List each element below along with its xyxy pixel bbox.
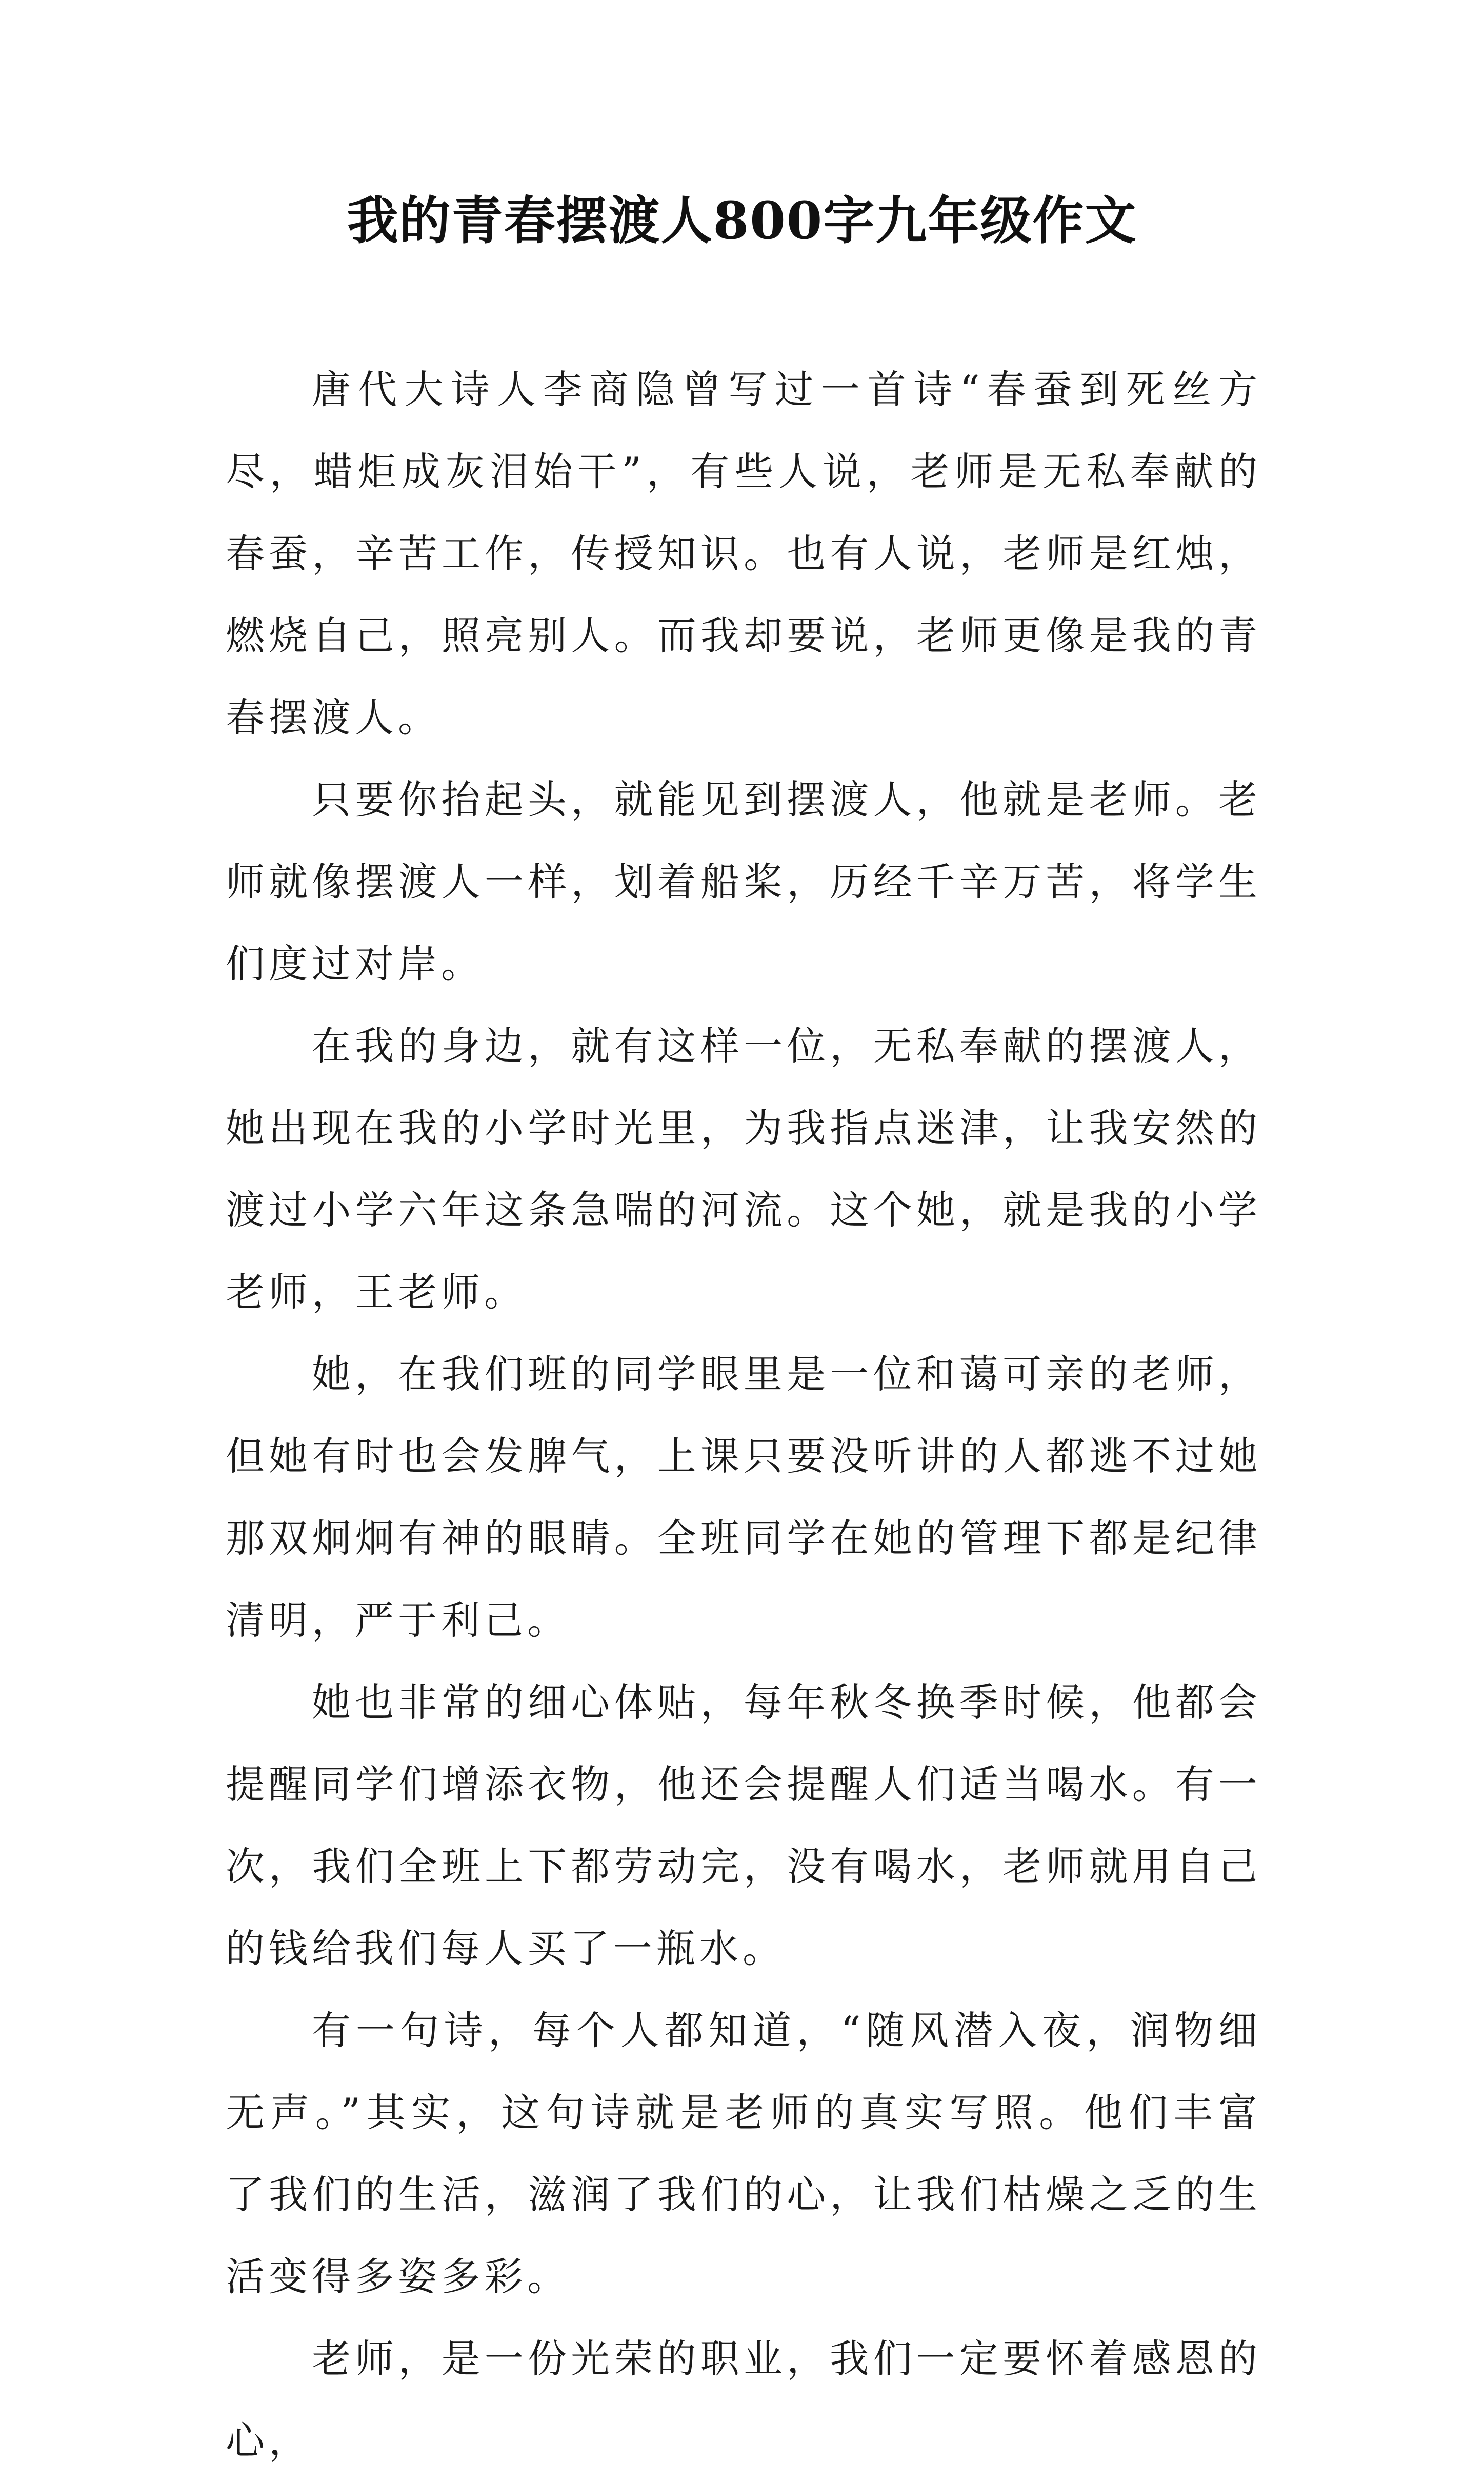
paragraph: 只要你抬起头，就能见到摆渡人，他就是老师。老师就像摆渡人一样，划着船桨，历经千辛万苦，将学生们度过对岸。 [226,777,1261,987]
paragraph: 唐代大诗人李商隐曾写过一首诗“春蚕到死丝方尽，蜡炬成灰泪始干”，有些人说，老师是无私奉献的春蚕，辛苦工作，传授知识。也有人说，老师是红烛，燃烧自己，照亮别人。而我却要说，老师更像是我的青春摆渡人。 [226,367,1261,740]
paragraph: 在我的身边，就有这样一位，无私奉献的摆渡人，她出现在我的小学时光里，为我指点迷津，让我安然的渡过小学六年这条急喘的河流。这个她，就是我的小学老师，王老师。 [226,1023,1261,1315]
document-title: 我的青春摆渡人800字九年级作文 [347,190,1137,251]
paragraph: 她，在我们班的同学眼里是一位和蔼可亲的老师，但她有时也会发脾气，上课只要没听讲的人都逃不过她那双炯炯有神的眼睛。全班同学在她的管理下都是纪律清明，严于利己。 [226,1351,1261,1643]
paragraph: 她也非常的细心体贴，每年秋冬换季时候，他都会提醒同学们增添衣物，他还会提醒人们适当喝水。有一次，我们全班上下都劳动完，没有喝水，老师就用自己的钱给我们每人买了一瓶水。 [226,1679,1261,1971]
paragraph: 有一句诗，每个人都知道，“随风潜入夜，润物细无声。”其实，这句诗就是老师的真实写照。他们丰富了我们的生活，滋润了我们的心，让我们枯燥之乏的生活变得多姿多彩。 [226,2008,1261,2299]
paragraph: 老师，是一份光荣的职业，我们一定要怀着感恩的心， [226,2336,1261,2464]
document-body [226,349,1261,2482]
